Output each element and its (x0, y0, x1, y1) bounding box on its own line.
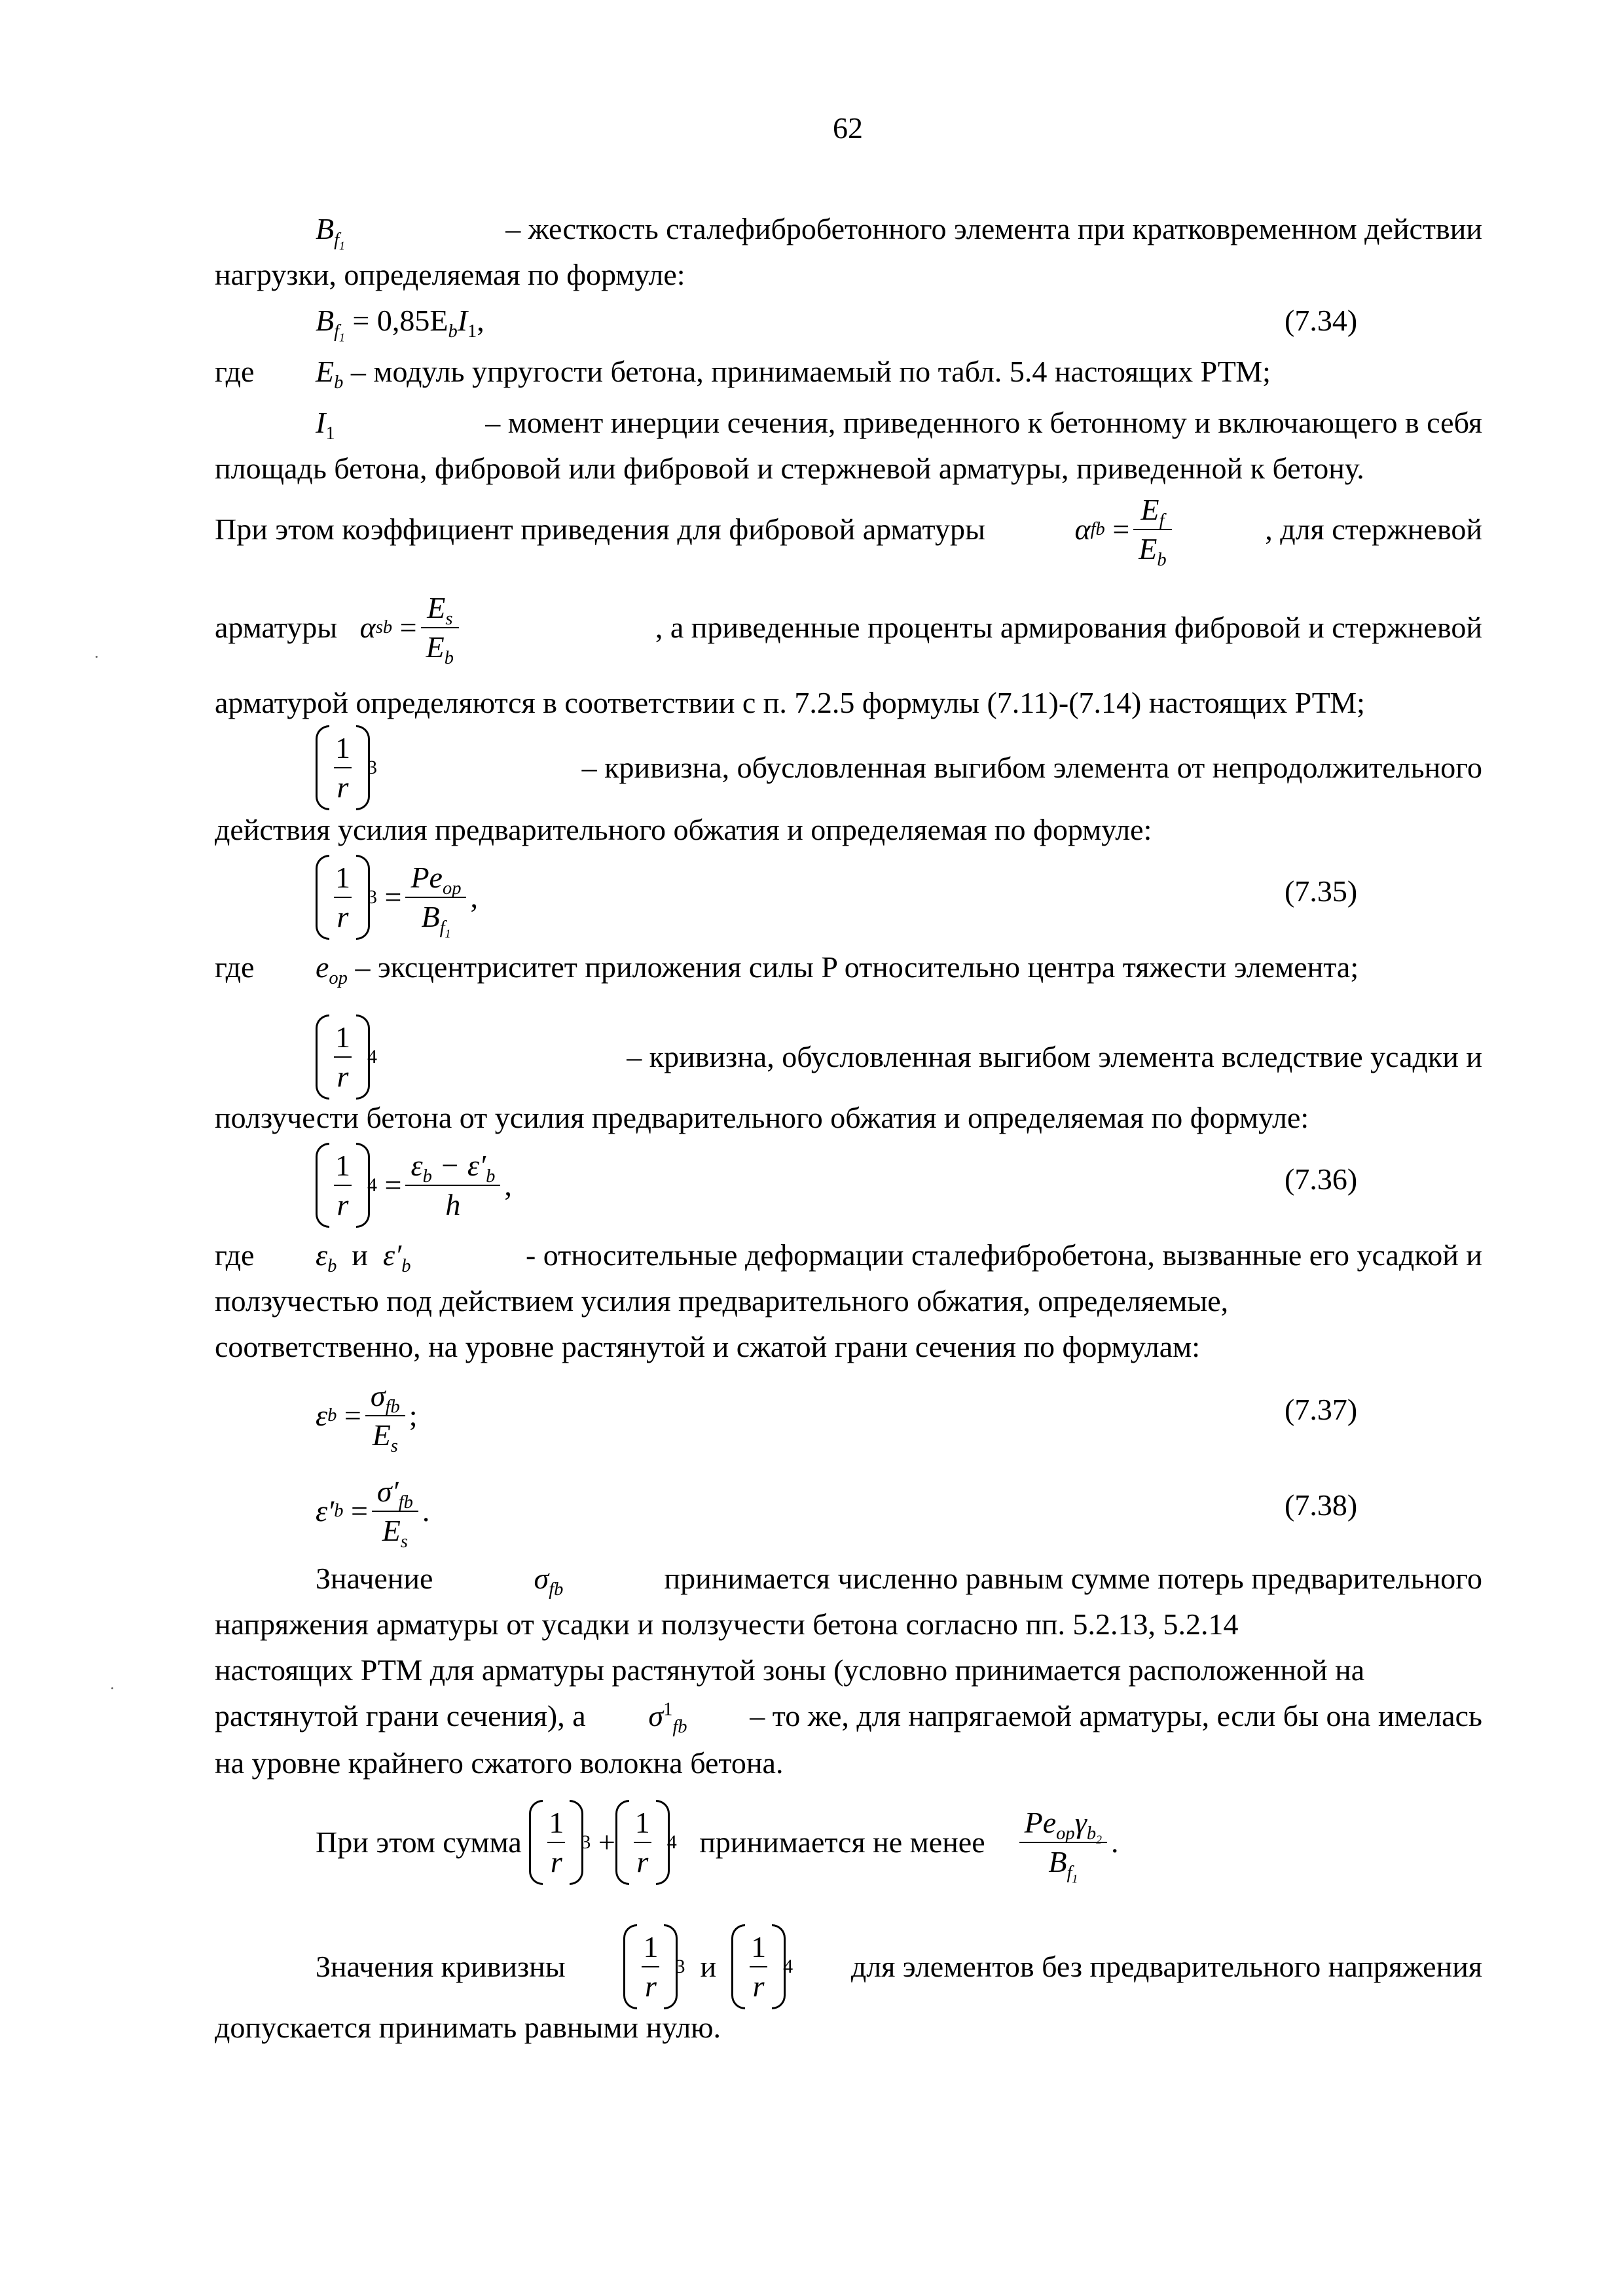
eq737-e-sub: s (390, 1436, 398, 1457)
sum-gamma-subsub: 2 (1096, 1833, 1102, 1846)
curvature-3-index: 3 (367, 757, 377, 778)
sum-c4-index: 4 (666, 1831, 677, 1853)
sigma-para-line-4-post: – то же, для напрягаемой арматуры, если бы она имелась (750, 1699, 1482, 1732)
bf1-definition-text: – жесткость сталефибробетонного элемента при кратковременном действии (505, 212, 1482, 245)
page-number: 62 (833, 111, 863, 145)
equation-7-35: $\frac{1}{r}$ 3 = $\frac{Pe_{op}}{B_{f_1}}$ , (316, 859, 478, 936)
eq738-e: E (382, 1514, 401, 1547)
scan-speck (96, 656, 98, 658)
bf1-definition-line-1 (316, 211, 1482, 253)
scan-speck (111, 1687, 113, 1689)
sum-c4-one: 1 (634, 1804, 651, 1843)
last-paragraph-line-1 (316, 1928, 1482, 2005)
sigma-paragraph-line-1 (316, 1560, 1482, 1600)
sum-op: op (1056, 1823, 1075, 1844)
eq734-rhs: = 0,85E (352, 304, 448, 337)
eop-definition (316, 949, 1359, 989)
eq737-sigma-sub: fb (385, 1397, 400, 1418)
last-para-post: для элементов без предварительного напряжения (850, 1950, 1482, 1983)
equation-7-38: ε′ b = $\frac{\sigma'_{fb}}{E_s}$ . (316, 1473, 429, 1550)
eq735-pe: Pe (410, 861, 443, 894)
sum-c4-r: r (636, 1845, 649, 1878)
ef-over-eb-fraction (1133, 491, 1171, 571)
equation-7-37: ε b = $\frac{\sigma_{fb}}{E_s}$ ; (316, 1377, 418, 1454)
where-label-2: где (215, 950, 255, 984)
sum-period: . (1110, 1825, 1119, 1859)
last-paragraph-line-2: допускается принимать равными нулю. (215, 2011, 721, 2044)
equation-number-7-37: (7.37) (1285, 1393, 1358, 1426)
eq737-sigma: σ (370, 1379, 386, 1412)
eq735-parens (316, 859, 370, 936)
last-c4-r: r (752, 1969, 765, 2003)
eq734-eb-sub: b (448, 321, 458, 342)
eps-definition-line-2-text: ползучестью под действием усилия предварительного обжатия, определяемые, (215, 1284, 1229, 1318)
eq734-i-sub: 1 (467, 321, 477, 342)
bf1-definition-line-2: нагрузки, определяемая по формуле: (215, 258, 685, 291)
eq734-comma: , (477, 304, 484, 337)
alpha-fb-line: При этом коэффициент приведения для фибровой арматуры α fb = $\frac{E_f}{E_b}$ , для стержневой (215, 491, 1482, 568)
eq738-eps: ε′ (316, 1494, 335, 1528)
es-symbol: E (427, 591, 446, 624)
sum-c3-index: 3 (581, 1831, 591, 1853)
eq736-h: h (445, 1188, 461, 1221)
eq738-period: . (422, 1494, 430, 1528)
where-label-3: где (215, 1238, 255, 1272)
sigma-para-line-2-text: напряжения арматуры от усадки и ползучести бетона согласно пп. 5.2.13, 5.2.14 (215, 1607, 1239, 1641)
eb-den2-sub: b (444, 648, 454, 669)
eq736-eps-sub: b (422, 1166, 432, 1187)
i1-definition-line-5: арматурой определяются в соответствии с п. 7.2.5 формулы (7.11)-(7.14) настоящих РТМ; (215, 686, 1365, 719)
where-label-1: где (215, 355, 255, 388)
bf1-symbol: B (316, 212, 335, 245)
curvature-3-definition (316, 729, 1482, 806)
eb-den2-symbol: E (426, 630, 445, 664)
sum-line-pre: При этом сумма (316, 1825, 522, 1859)
i1-definition-line-2-text: площадь бетона, фибровой или фибровой и стержневой арматуры, приведенной к бетону. (215, 452, 1364, 485)
sigma-para-line-4-pre: растянутой грани сечения), а (215, 1699, 586, 1732)
sigma-paragraph-line-3 (215, 1652, 1482, 1689)
sigma-paragraph-line-5: на уровне крайнего сжатого волокна бетона. (215, 1746, 784, 1780)
equation-number-7-38: (7.38) (1285, 1488, 1358, 1522)
eq736-index: 4 (367, 1174, 377, 1196)
sigma-fb-symbol: σ (534, 1562, 549, 1595)
eq735-r: r (337, 900, 349, 933)
bf1-subsub: 1 (339, 239, 345, 253)
eps-b-prime-symbol: ε′ (383, 1238, 402, 1272)
eq736-eps: ε (410, 1149, 423, 1182)
equation-number-7-34: (7.34) (1285, 304, 1358, 337)
sum-b-sub: f (1067, 1863, 1072, 1884)
eq734-b: B (316, 304, 335, 337)
ef-symbol: E (1140, 493, 1159, 526)
ef-sub: f (1159, 511, 1165, 531)
i1-sub: 1 (325, 423, 335, 444)
eb-definition (316, 353, 1271, 393)
eps-and: и (352, 1238, 369, 1272)
eq736-one: 1 (334, 1147, 352, 1186)
c4-r: r (337, 1060, 349, 1093)
bf1-sub: f (334, 230, 340, 251)
eps-b-symbol: ε (316, 1238, 328, 1272)
alpha-sb-line-text: арматуры (215, 611, 338, 644)
last-para-pre: Значения кривизны (316, 1950, 566, 1983)
sigma-fb-sub: fb (549, 1579, 564, 1600)
eb-den-symbol: E (1139, 532, 1158, 565)
es-sub: s (445, 609, 453, 630)
curvature-4-index: 4 (367, 1046, 377, 1067)
sigma-para-line-3-text: настоящих РТМ для арматуры растянутой зоны (условно принимается расположенной на (215, 1653, 1365, 1687)
sum-c4-parens (615, 1804, 670, 1881)
eq738-sigma-sub: fb (398, 1492, 413, 1513)
sum-c3-parens (529, 1804, 583, 1881)
sum-pe: Pe (1024, 1806, 1057, 1839)
sum-b-subsub: 1 (1072, 1872, 1078, 1886)
eq738-e-sub: s (400, 1532, 408, 1552)
i1-symbol: I (316, 406, 326, 439)
eq738-fraction (372, 1473, 418, 1550)
sum-plus: + (598, 1825, 615, 1859)
eq735-f: f (439, 918, 445, 939)
eq735-b: B (421, 900, 440, 933)
sigma-paragraph-line-4 (215, 1698, 1482, 1738)
eq735-one: 1 (334, 859, 352, 898)
eq736-eps2-sub: b (486, 1166, 496, 1187)
eps-definition-line-1 (316, 1237, 1482, 1277)
curvature-3-text: – кривизна, обусловленная выгибом элемента от непродолжительного (581, 751, 1482, 784)
alpha-sb-symbol: α (359, 611, 376, 644)
eps-definition-line-2 (215, 1283, 1482, 1319)
sum-fraction (1019, 1804, 1107, 1886)
sigma-para-post: принимается численно равным сумме потерь предварительного (664, 1562, 1482, 1595)
eps-b-sub: b (327, 1256, 337, 1277)
eq734-subsub: 1 (339, 331, 345, 344)
alpha-sb-line: арматуры α sb = $\frac{E_s}{E_b}$ , а приведенные проценты армирования фибровой и стержневой (215, 589, 1482, 666)
eb-definition-text: – модуль упругости бетона, принимаемый по табл. 5.4 настоящих РТМ; (350, 355, 1271, 388)
sigma-para-pre: Значение (316, 1562, 433, 1595)
curvature-4-definition (316, 1018, 1482, 1096)
eq735-index: 3 (367, 886, 377, 908)
eps-definition-line-3: соответственно, на уровне растянутой и сжатой грани сечения по формулам: (215, 1330, 1201, 1363)
curvature-4-parens (316, 1018, 370, 1096)
sum-gamma: γ (1074, 1806, 1087, 1839)
eq736-fraction: $\frac{\varepsilon_b - \varepsilon'_b}{h}$ (405, 1147, 500, 1224)
last-and: и (700, 1950, 717, 1983)
eps-b-prime-sub: b (401, 1256, 411, 1277)
r-denominator: r (337, 770, 349, 804)
eq735-1: 1 (445, 927, 451, 941)
es-over-eb-fraction (421, 589, 459, 669)
eq734-i: I (457, 304, 468, 337)
alpha-fb-line-tail: , для стержневой (1265, 512, 1482, 546)
sigma-paragraph-line-2 (215, 1606, 1482, 1643)
curvature-4-text: – кривизна, обусловленная выгибом элемента вследствие усадки и (627, 1040, 1482, 1073)
eq734-sub: f (334, 321, 340, 342)
last-c3-parens (623, 1928, 678, 2005)
eop-symbol: e (316, 950, 329, 984)
eq735-op: op (442, 878, 462, 899)
sum-c3-one: 1 (547, 1804, 565, 1843)
eq736-minus-eps: − ε (439, 1149, 480, 1182)
sum-gamma-sub: b (1086, 1823, 1097, 1844)
eop-definition-text: – эксцентриситет приложения силы P относительно центра тяжести элемента; (355, 950, 1359, 984)
eb-den-sub: b (1157, 550, 1167, 571)
alpha-fb-line-text: При этом коэффициент приведения для фибровой арматуры (215, 512, 985, 546)
curvature-3-parens (316, 729, 370, 806)
c4-one: 1 (334, 1018, 352, 1058)
eq737-e: E (372, 1418, 391, 1452)
last-c4-one: 1 (750, 1928, 767, 1967)
equation-number-7-35: (7.35) (1285, 874, 1358, 908)
sum-b: B (1048, 1845, 1067, 1878)
curvature-3-line-2: действия усилия предварительного обжатия и определяемая по формуле: (215, 813, 1152, 846)
eq735-fraction (405, 859, 466, 941)
curvature-4-line-2: ползучести бетона от усилия предварительного обжатия и определяемая по формуле: (215, 1101, 1309, 1134)
eq737-eps: ε (316, 1399, 328, 1432)
last-c3-r: r (645, 1969, 657, 2003)
sigma1-symbol: σ (648, 1699, 664, 1732)
eq738-sigma: σ′ (376, 1475, 399, 1508)
alpha-sb-line-tail: , а приведенные проценты армирования фибровой и стержневой (655, 611, 1482, 644)
eb-sub: b (334, 372, 344, 393)
equation-number-7-36: (7.36) (1285, 1162, 1358, 1196)
last-c4-index: 4 (783, 1956, 793, 1977)
sigma1-sup: 1 (663, 1699, 673, 1720)
alpha-fb-symbol: α (1074, 512, 1091, 546)
equation-7-34 (316, 302, 484, 344)
i1-definition-line-1 (316, 404, 1482, 444)
sum-line (316, 1804, 1119, 1886)
eps-definition-text: - относительные деформации сталефибробетона, вызванные его усадкой и (525, 1238, 1482, 1272)
last-c3-index: 3 (675, 1956, 685, 1977)
eb-symbol: E (316, 355, 335, 388)
equation-7-36: $\frac{1}{r}$ 4 = $\frac{\varepsilon_b - \varepsilon'_b}{h}$ , (316, 1147, 512, 1224)
i1-definition-text: – момент инерции сечения, приведенного к бетонному и включающего в себя (485, 406, 1482, 439)
eq736-r: r (337, 1188, 349, 1221)
eq737-fraction (365, 1377, 405, 1457)
eq736-parens (316, 1147, 370, 1224)
eq737-semicolon: ; (409, 1399, 418, 1432)
sigma1-sub: fb (672, 1717, 687, 1738)
last-c4-parens (731, 1928, 786, 2005)
sum-line-mid: принимается не менее (699, 1825, 985, 1859)
i1-definition-line-2 (215, 450, 1482, 487)
one-numerator: 1 (334, 729, 352, 768)
last-c3-one: 1 (642, 1928, 659, 1967)
eop-sub: op (329, 968, 348, 989)
sum-c3-r: r (550, 1845, 562, 1878)
